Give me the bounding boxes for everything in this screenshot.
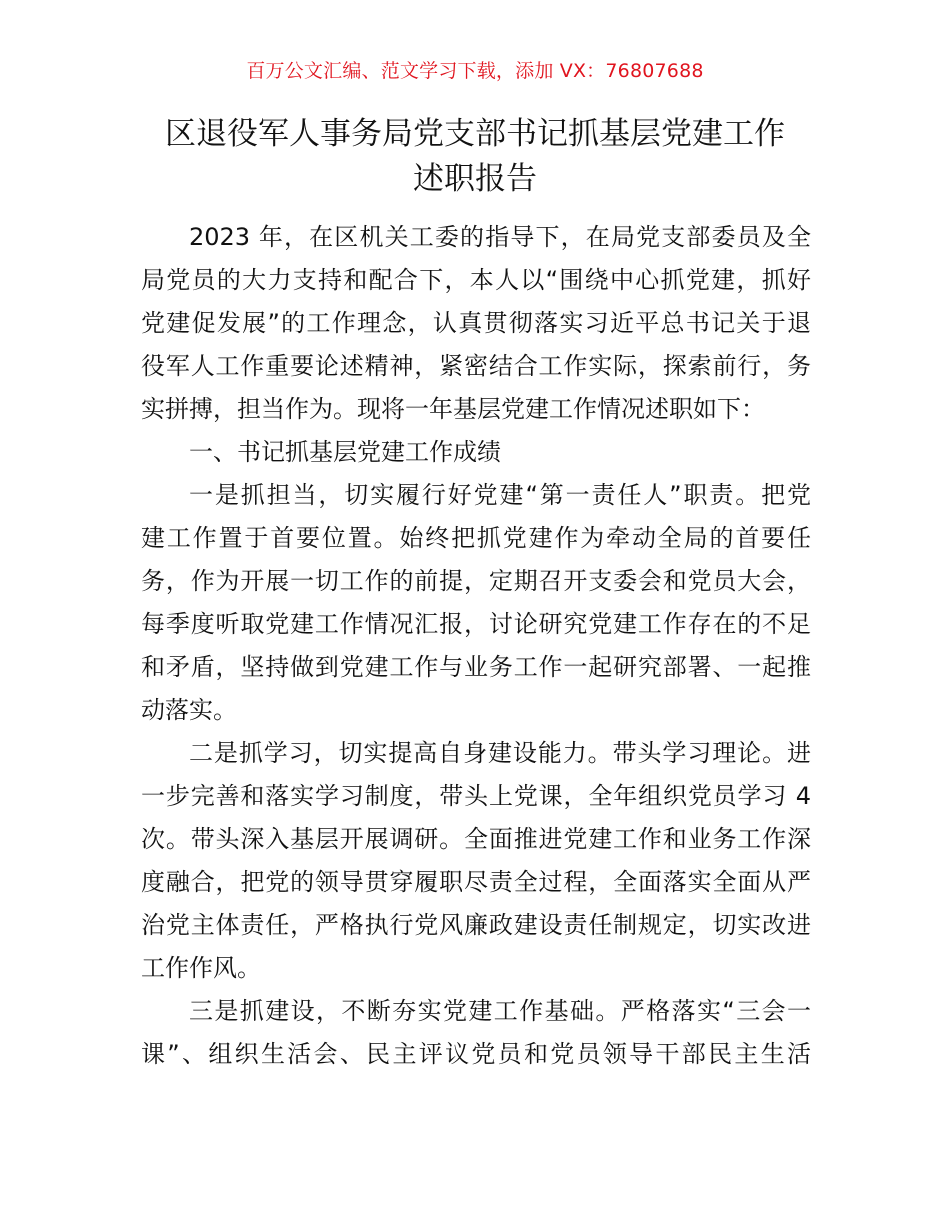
text-line: 每季度听取党建工作情况汇报，讨论研究党建工作存在的不足 <box>141 610 811 638</box>
text-line: 实拼搏，担当作为。现将一年基层党建工作情况述职如下： <box>141 395 765 423</box>
text-line: 局党员的大力支持和配合下，本人以“围绕中心抓党建，抓好 <box>141 266 811 294</box>
text-line: 2023 年，在区机关工委的指导下，在局党支部委员及全 <box>189 223 811 251</box>
watermark-banner: 百万公文汇编、范文学习下载，添加 VX：76807688 <box>246 60 704 82</box>
text-line: 务，作为开展一切工作的前提，定期召开支委会和党员大会， <box>141 567 811 595</box>
text-line: 一步完善和落实学习制度，带头上党课，全年组织党员学习 4 <box>141 782 811 810</box>
text-line: 度融合，把党的领导贯穿履职尽责全过程，全面落实全面从严 <box>141 868 811 896</box>
text-line: 次。带头深入基层开展调研。全面推进党建工作和业务工作深 <box>141 825 811 853</box>
text-line: 课”、组织生活会、民主评议党员和党员领导干部民主生活 <box>141 1040 811 1068</box>
text-line: 动落实。 <box>141 696 237 724</box>
section-heading: 一、书记抓基层党建工作成绩 <box>189 438 501 466</box>
paragraph-study <box>141 732 811 990</box>
title-line-2: 述职报告 <box>413 161 537 197</box>
text-line: 役军人工作重要论述精神，紧密结合工作实际，探索前行，务 <box>141 352 811 380</box>
text-line: 工作作风。 <box>141 954 261 982</box>
paragraph-construction <box>141 990 811 1076</box>
text-line: 和矛盾，坚持做到党建工作与业务工作一起研究部署、一起推 <box>141 653 811 681</box>
text-line: 三是抓建设，不断夯实党建工作基础。严格落实“三会一 <box>189 997 811 1025</box>
text-line: 二是抓学习，切实提高自身建设能力。带头学习理论。进 <box>189 739 811 767</box>
text-line: 一是抓担当，切实履行好党建“第一责任人”职责。把党 <box>189 481 811 509</box>
document-title <box>0 112 950 202</box>
paragraph-responsibility <box>141 474 811 732</box>
text-line: 党建促发展”的工作理念，认真贯彻落实习近平总书记关于退 <box>141 309 811 337</box>
text-line: 治党主体责任，严格执行党风廉政建设责任制规定，切实改进 <box>141 911 811 939</box>
paragraph-intro <box>141 216 811 431</box>
text-line: 建工作置于首要位置。始终把抓党建作为牵动全局的首要任 <box>141 524 811 552</box>
document-body <box>141 216 811 1076</box>
title-line-1: 区退役军人事务局党支部书记抓基层党建工作 <box>165 116 785 152</box>
